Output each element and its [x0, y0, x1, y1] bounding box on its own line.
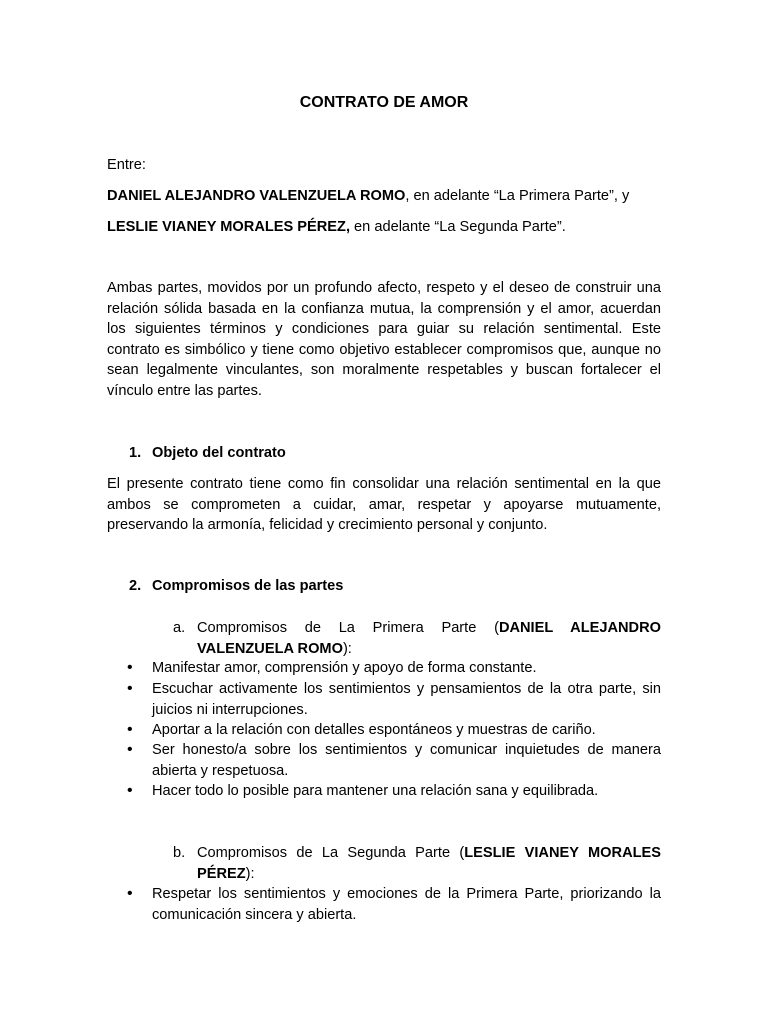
- party-1-name: DANIEL ALEJANDRO VALENZUELA ROMO: [107, 188, 406, 204]
- subsection-a: [173, 618, 661, 659]
- subsection-b-name: LESLIE VIANEY MORALES PÉREZ: [197, 845, 661, 882]
- party-2-line: [107, 217, 661, 238]
- section-1-heading: [129, 443, 286, 464]
- bullet-text: Ser honesto/a sobre los sentimientos y comunicar inquietudes de manera abierta y respetuosa.: [152, 742, 661, 779]
- bullet-item: [127, 720, 661, 741]
- subsection-a-suffix: ):: [342, 640, 352, 657]
- subsection-b-text: [197, 843, 661, 884]
- subsection-a-name: DANIEL ALEJANDRO VALENZUELA ROMO: [197, 620, 661, 657]
- bullet-icon: •: [127, 680, 133, 697]
- bullet-item: [127, 658, 661, 679]
- bullet-icon: •: [127, 741, 133, 758]
- bullet-text: Manifestar amor, comprensión y apoyo de forma constante.: [152, 660, 537, 676]
- bullet-item: [127, 781, 661, 802]
- bullet-item: [127, 679, 661, 720]
- party-1-line: [107, 186, 661, 207]
- subsection-b: [173, 843, 661, 884]
- section-2-heading: [129, 576, 343, 597]
- party-1-suffix: , en adelante “La Primera Parte”, y: [405, 188, 630, 204]
- bullet-text: Aportar a la relación con detalles espontáneos y muestras de cariño.: [152, 722, 596, 738]
- bullet-text: Hacer todo lo posible para mantener una relación sana y equilibrada.: [152, 783, 599, 799]
- document-title: CONTRATO DE AMOR: [299, 94, 469, 111]
- subsection-b-suffix: ):: [245, 865, 255, 882]
- section-1-number: 1.: [129, 445, 142, 461]
- bullet-icon: •: [127, 659, 133, 676]
- bullet-icon: •: [127, 782, 133, 799]
- subsection-a-text: [197, 618, 661, 659]
- subsection-b-prefix: Compromisos de La Segunda Parte (: [197, 845, 465, 861]
- party-2-suffix: en adelante “La Segunda Parte”.: [350, 219, 566, 235]
- preamble-paragraph: Ambas partes, movidos por un profundo afecto, respeto y el deseo de construir una relación sólida basada en la confianza mutua, la comprensión y el amor, acuerdan los siguientes términos y condiciones para guiar su relación sentimental. Este contrato es simbólico y tiene como objetivo establecer compromisos que, aunque no sean legalmente vinculantes, son moralmente respetables y buscan fortalecer el vínculo entre las partes.: [107, 280, 661, 399]
- party-2-name: LESLIE VIANEY MORALES PÉREZ,: [107, 219, 350, 235]
- section-2-title: Compromisos de las partes: [152, 578, 344, 594]
- bullet-text: Respetar los sentimientos y emociones de la Primera Parte, priorizando la comunicación sincera y abierta.: [152, 886, 661, 923]
- subsection-a-letter: a.: [173, 620, 186, 636]
- bullet-icon: •: [127, 721, 133, 738]
- subsection-b-letter: b.: [173, 845, 186, 861]
- bullet-item: [127, 740, 661, 781]
- bullet-text: Escuchar activamente los sentimientos y pensamientos de la otra parte, sin juicios ni interrupciones.: [152, 681, 661, 718]
- section-1-body: El presente contrato tiene como fin consolidar una relación sentimental en la que ambos se comprometen a cuidar, amar, respetar y apoyarse mutuamente, preservando la armonía, felicidad y crecimiento personal y conjunto.: [107, 476, 661, 534]
- bullet-icon: •: [127, 885, 133, 902]
- subsection-a-prefix: Compromisos de La Primera Parte (: [197, 620, 499, 636]
- section-2-number: 2.: [129, 578, 142, 594]
- intro-between: Entre:: [107, 157, 146, 173]
- section-1-title: Objeto del contrato: [152, 445, 286, 461]
- bullet-item: [127, 884, 661, 925]
